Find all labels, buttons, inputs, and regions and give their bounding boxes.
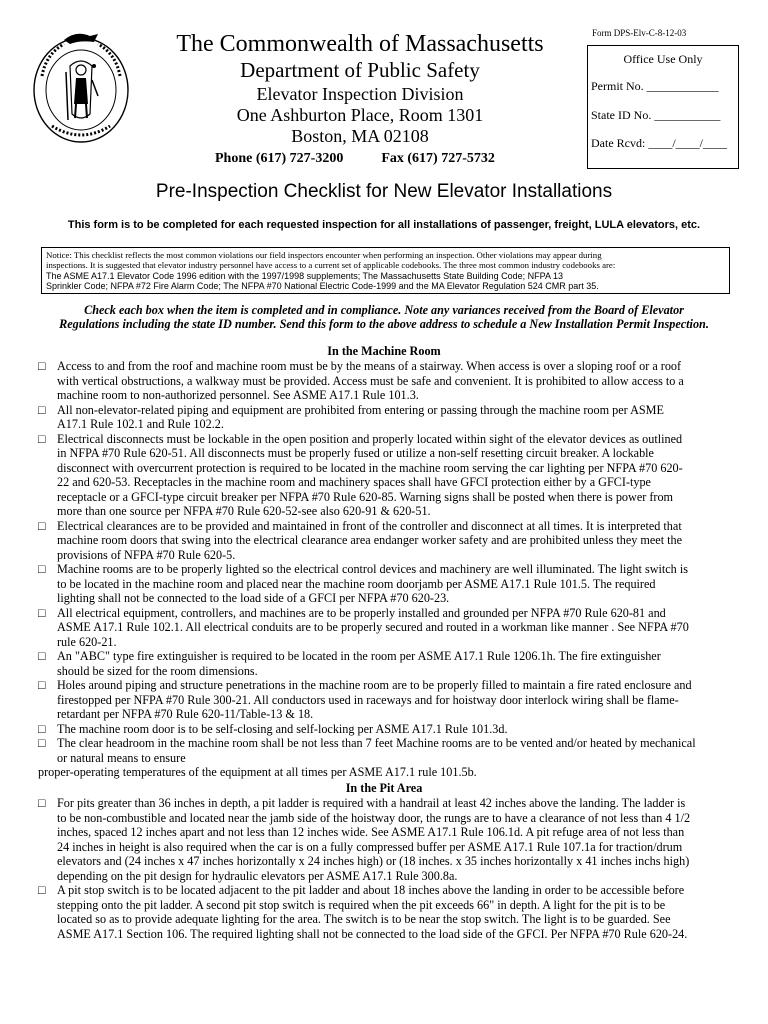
checklist-item-text: depending on the pit design for hydraulic elevators per ASME A17.1 Rule 300.8a. xyxy=(57,868,458,883)
machine-room-checklist xyxy=(38,359,738,780)
fax-number: Fax (617) 727-5732 xyxy=(381,151,495,166)
checklist-item xyxy=(38,562,738,606)
checkbox[interactable]: □ xyxy=(38,359,46,373)
checklist-item xyxy=(38,883,738,941)
notice-line: The ASME A17.1 Elevator Code 1996 edition with the 1997/1998 supplements; The Massachusetts State Building Code; NFPA 13 xyxy=(46,270,563,281)
checklist-item-text: rule 620-21. xyxy=(57,634,117,649)
checkbox[interactable]: □ xyxy=(38,402,46,417)
checklist-item xyxy=(38,519,738,563)
instruction-text xyxy=(0,303,768,331)
checkbox[interactable]: □ xyxy=(38,721,46,736)
checklist-item-text: 22 and 620-53. Receptacles in the machine room and machinery spaces shall have GFCI protection either by a GFCI-type xyxy=(57,475,651,489)
checklist-item-text: to be non-combustible and located near the jamb side of the hoistway door, the rungs are to have a clearance of not less than 4 1/2 xyxy=(57,810,691,825)
checklist-item-text: The clear headroom in the machine room shall be not less than 7 feet Machine rooms are to be vented and/or heated by mechanical xyxy=(57,736,696,750)
section-heading-machine-room: In the Machine Room xyxy=(327,344,441,358)
checklist-item-text: ASME A17.1 Rule 102.1. All electrical conduits are to be properly secured and routed in a workman like manner . See NFPA #70 xyxy=(57,620,689,634)
checklist-item-text: to be located in the machine room and placed near the machine room doorjamb per ASME A17.1 Rule 101.5. The required xyxy=(57,576,656,591)
checklist-item xyxy=(38,359,738,403)
form-number: Form DPS-Elv-C-8-12-03 xyxy=(592,28,687,38)
checklist-item-text: A pit stop switch is to be located adjacent to the pit ladder and about 18 inches above the landing in order to be accessible before xyxy=(57,883,685,897)
checklist-item-text: retardant per NFPA #70 Rule 620-11/Table-13 & 18. xyxy=(57,707,314,721)
checklist-item-text: should be sized for the room dimensions. xyxy=(57,663,258,678)
checklist-item-text: machine room to non-authorized personnel. See ASME A17.1 Rule 101.3. xyxy=(57,388,419,402)
checklist-item xyxy=(38,678,738,722)
checkbox[interactable]: □ xyxy=(38,518,46,533)
address-line: One Ashburton Place, Room 1301 xyxy=(236,105,484,125)
checkbox[interactable]: □ xyxy=(38,431,46,446)
checklist-item-text: For pits greater than 36 inches in depth, a pit ladder is required with a handrail at least 42 inches above the landing. The ladder is xyxy=(57,796,686,810)
checklist-item-text: with vertical obstructions, a walkway must be provided. Access must be safe and convenient. It is prohibited to allow access to a xyxy=(57,373,684,388)
checklist-item-text: more than one source per NFPA #70 Rule 620-52-see also 620-91 & 620-51. xyxy=(57,504,431,518)
checklist-item-text: Electrical clearances are to be provided and maintained in front of the controller and disconnect at all times. It is interpreted that xyxy=(57,518,682,533)
checklist-item-text: lighting shall not be connected to the load side of a GFCI per NFPA #70 620-23. xyxy=(57,591,450,605)
checkbox[interactable]: □ xyxy=(38,883,46,897)
checklist-item xyxy=(38,403,738,432)
checklist-item-text: Holes around piping and structure penetrations in the machine room are to be properly filled to maintain a fire rated enclosure and xyxy=(57,678,692,692)
page-title: Pre-Inspection Checklist for New Elevator Installations xyxy=(155,181,613,202)
checklist-item-text: firestopped per NFPA #70 Rule 300-21. All conductors used in raceways and for hoistway door interlock wiring shall be flame- xyxy=(57,692,679,707)
checklist-item-text: All electrical equipment, controllers, and machines are to be properly installed and grounded per NFPA #70 Rule 620-81 and xyxy=(57,605,666,620)
checkbox[interactable]: □ xyxy=(38,678,46,692)
pit-area-checklist xyxy=(38,796,738,941)
checklist-item-text: inches, spaced 12 inches apart and not less than 12 inches wide. See ASME A17.1 Rule 106.1d. A pit refuge area of not less than xyxy=(57,825,685,839)
checklist-item-text: elevators and (24 inches x 47 inches horizontally x 24 inches high) or (18 inches. x 35 inches horizontally x 41 inches inchs high) xyxy=(57,854,690,868)
notice-line: Notice: This checklist reflects the most common violations our field inspectors encounter when performing an inspection. Other violations may appear during xyxy=(46,250,602,260)
notice-box xyxy=(41,247,730,294)
checklist-item xyxy=(38,432,738,519)
checklist-item xyxy=(38,796,738,883)
commonwealth-seal-icon xyxy=(30,26,132,148)
checklist-item-continuation: proper-operating temperatures of the equipment at all times per ASME A17.1 rule 101.5b. xyxy=(38,765,477,779)
checkbox[interactable]: □ xyxy=(38,562,46,576)
section-heading-pit-area: In the Pit Area xyxy=(345,781,423,795)
checkbox[interactable]: □ xyxy=(38,736,46,750)
checkbox[interactable]: □ xyxy=(38,649,46,663)
checklist-item-text: Machine rooms are to be properly lighted so the electrical control devices and machinery are well illuminated. The light switch is xyxy=(57,562,688,576)
instruction-line: Regulations including the state ID number. Send this form to the above address to schedule a New Installation Permit Inspection. xyxy=(59,317,709,331)
division-name: Elevator Inspection Division xyxy=(256,84,464,104)
checklist-item-text: receptacle or a GFCI-type circuit breaker per NFPA #70 Rule 620-85. Warning signs shall be posted when there is power from xyxy=(57,489,674,504)
checkbox[interactable]: □ xyxy=(38,605,46,620)
city-line: Boston, MA 02108 xyxy=(291,126,429,146)
checklist-item-text: provisions of NFPA #70 Rule 620-5. xyxy=(57,547,236,562)
checklist-item-text: 24 inches in height is also required when the car is on a fully compressed buffer per ASME A17.1 Rule 107.1a for traction/drum xyxy=(57,839,683,854)
commonwealth-title: The Commonwealth of Massachusetts xyxy=(176,31,544,57)
checklist-item-text: A17.1 Rule 102.1 and Rule 102.2. xyxy=(57,417,224,431)
checklist-item-text: Electrical disconnects must be lockable in the open position and properly located within sight of the elevator devices as outlined xyxy=(57,431,683,446)
contact-line xyxy=(215,151,495,167)
phone-number: Phone (617) 727-3200 xyxy=(215,151,344,166)
checklist-item-text: or natural means to ensure xyxy=(57,750,186,765)
notice-line: inspections. It is suggested that elevator industry personnel have access to a current set of applicable codebooks. The three most common industry codebooks are: xyxy=(46,260,616,271)
checklist-item xyxy=(38,649,738,678)
permit-number-field: Permit No. ____________ xyxy=(591,79,719,93)
checklist-item-text: located so as to provide adequate lighting for the area. The switch is to be near the stop switch. The light is to be guarded. See xyxy=(57,912,671,926)
state-id-field: State ID No. ___________ xyxy=(591,108,721,122)
office-use-box xyxy=(587,45,739,169)
instruction-line: Check each box when the item is completed and in compliance. Note any variances received from the Board of Elevator xyxy=(84,303,684,317)
checklist-item-text: disconnect with overcurrent protection is required to be located in the machine room serving the car lighting per NFPA #70 620- xyxy=(57,460,683,475)
checklist-item xyxy=(38,606,738,650)
checklist-item-text: All non-elevator-related piping and equipment are prohibited from entering or passing through the machine room per ASME xyxy=(57,402,664,417)
checkbox[interactable]: □ xyxy=(38,796,46,810)
checklist-item-text: in NFPA #70 Rule 620-51. All disconnects must be properly fused or utilize a non-self resetting circuit breaker. A lockable xyxy=(57,446,654,460)
office-use-title: Office Use Only xyxy=(623,52,703,66)
checklist-item-text: machine room doors that swing into the electrical clearance area endanger worker safety and are prohibited unless they meet the xyxy=(57,533,683,547)
checklist-item xyxy=(38,736,738,765)
notice-line: Sprinkler Code; NFPA #72 Fire Alarm Code; The NFPA #70 National Electric Code-1999 and the MA Elevator Regulation 524 CMR part 35. xyxy=(46,280,599,291)
checklist-item-text: Access to and from the roof and machine room must be by the means of a stairway. When access is over a sloping roof or a roof xyxy=(57,359,682,373)
date-received-field: Date Rcvd: ____/____/____ xyxy=(591,136,727,150)
intro-text: This form is to be completed for each requested inspection for all installations of passenger, freight, LULA elevators, etc. xyxy=(67,219,701,231)
checklist-item-text: stepping onto the pit ladder. A second pit stop switch is required when the pit exceeds 66" in depth. A light for the pit is to be xyxy=(57,897,666,912)
checklist-item-text: The machine room door is to be self-closing and self-locking per ASME A17.1 Rule 101.3d. xyxy=(57,721,508,736)
checklist-item-text: An "ABC" type fire extinguisher is required to be located in the room per ASME A17.1 Rule 1206.1h. The fire extinguisher xyxy=(57,649,661,663)
checklist-item-text: ASME A17.1 Section 106. The required lighting shall not be connected to the load side of the GFCI. Per NFPA #70 Rule 620-24. xyxy=(57,926,688,941)
checklist-item xyxy=(38,722,738,737)
department-name: Department of Public Safety xyxy=(240,58,480,82)
